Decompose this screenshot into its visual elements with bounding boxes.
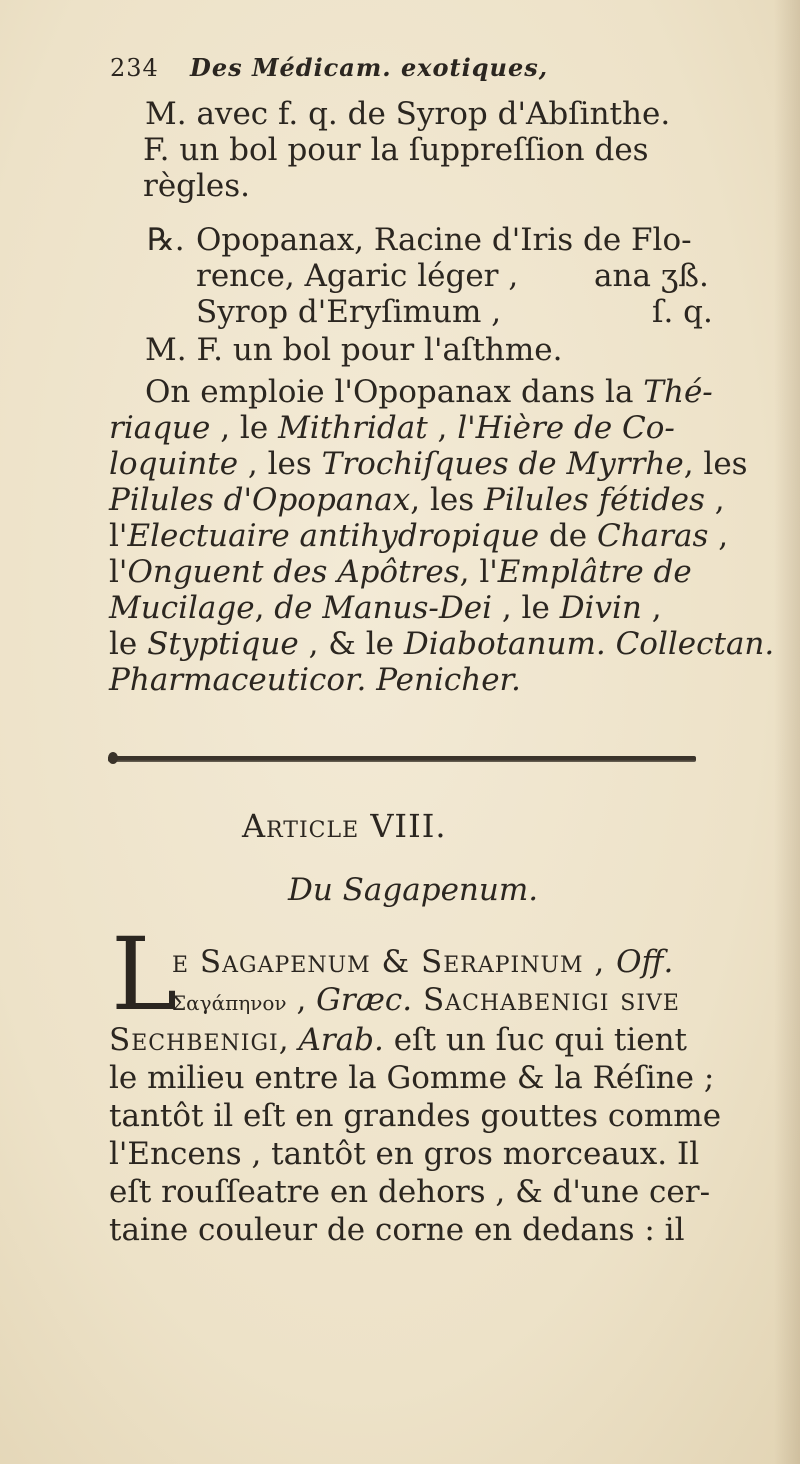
page-number: 234 bbox=[110, 54, 159, 82]
section-divider-rule bbox=[108, 756, 696, 762]
divider-ornament bbox=[108, 752, 118, 764]
drop-cap-letter: L bbox=[111, 916, 178, 1033]
book-page: 234 Des Médicam. exotiques, M. avec f. q. de Syrop d'Abſinthe. F. un bol pour la ſuppreſſion des règles. ℞. Opopanax, Racine d'Iris de Flo- rence, Agaric léger , ana ʒß. Syrop d'Eryſimum , ſ. q. M. F. un bol pour l'aſthme. On emploie l'Opopanax dans la Thé- riaque , le Mithridat , l'Hière de Co- loquinte , les Trochiſques de Myrrhe, les Pilules d'Opopanax, les Pilules fétides , l'Electuaire antihydropique de Charas , l'Onguent des Apôtres, l'Emplâtre de Mucilage, de Manus-Dei , le Divin , le Styptique , & le Diabotanum. Collectan. Pharmaceuticor. Penicher. Article VIII. Du Sagapenum. L e Sagapenum & Serapinum , Off. Σαγάπηνον , Græc. Sachabenigi ſive Sechbenigi, Arab. eſt un ſuc qui tient le milieu entre la Gomme & la Réſine ; tantôt il eſt en grandes gouttes comme l'Encens , tantôt en gros morceaux. Il eſt rouſſeatre en dehors , & d'une cer- taine couleur de corne en dedans : il bbox=[0, 0, 800, 1464]
running-title: Des Médicam. exotiques, bbox=[190, 53, 549, 82]
page-edge-shadow bbox=[774, 0, 800, 1464]
rx-symbol: ℞. bbox=[147, 222, 185, 258]
